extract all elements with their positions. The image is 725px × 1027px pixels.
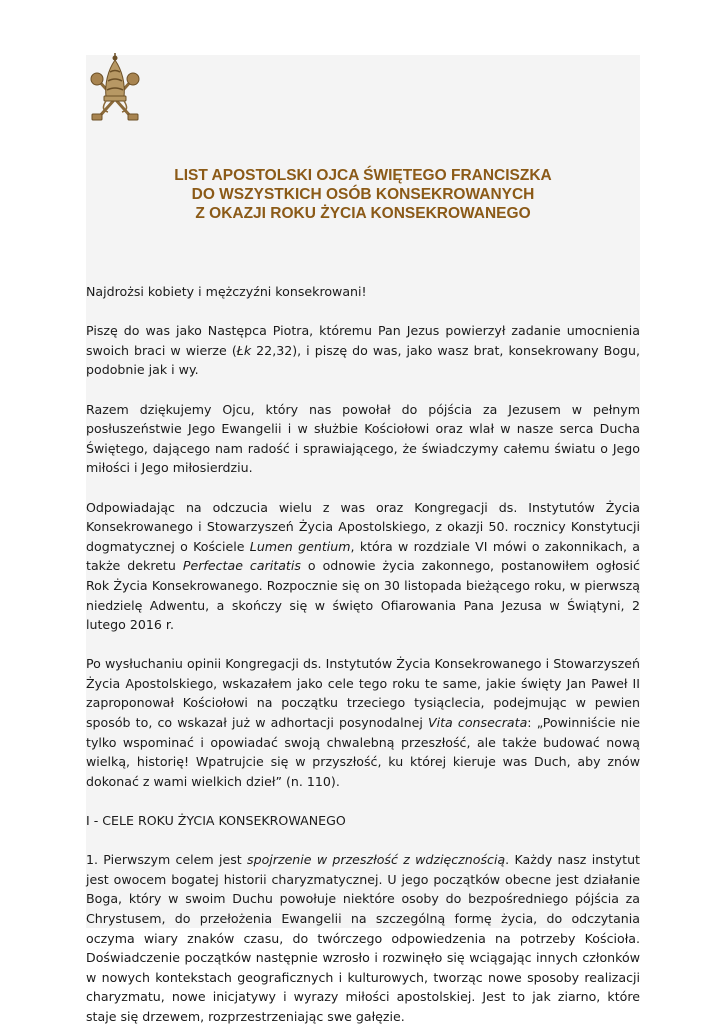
title-line-3: Z OKAZJI ROKU ŻYCIA KONSEKROWANEGO <box>195 205 531 222</box>
paragraph-2: Razem dziękujemy Ojcu, który nas powołał do pójścia za Jezusem w pełnym posłuszeństwie Jego Ewangelii i w służbie Kościołowi oraz wlał w nasze serca Ducha Świętego, dającego nam radość i sprawiającego, że świadczymy całemu światu o Jego miłości i Jego miłosierdziu. <box>86 401 640 476</box>
paragraph-3: Odpowiadając na odczucia wielu z was oraz Kongregacji ds. Instytutów Życia Konsekrowanego i Stowarzyszeń Życia Apostolskiego, z okazji 50. rocznicy Konstytucji dogmatycznej o Kościele Lumen gentium, która w rozdziale VI mówi o zakonnikach, a także dekretu Perfectae caritatis o odnowie życia zakonnego, postanowiłem ogłosić Rok Życia Konsekrowanego. Rozpocznie się on 30 listopada bieżącego roku, w pierwszą niedzielę Adwentu, a skończy się w święto Ofiarowania Pana Jezusa w Świątyni, 2 lutego 2016 r. <box>86 499 640 633</box>
letter-title <box>86 166 640 223</box>
title-line-2: DO WSZYSTKICH OSÓB KONSEKROWANYCH <box>191 186 535 203</box>
papal-coat-of-arms-icon <box>84 52 146 126</box>
paragraph-4: Po wysłuchaniu opinii Kongregacji ds. Instytutów Życia Konsekrowanego i Stowarzyszeń Życia Apostolskiego, wskazałem jako cele tego roku te same, jakie święty Jan Paweł II zaproponował Kościołowi na początku trzeciego tysiąclecia, podejmując w pewien sposób to, co wskazał już w adhortacji posynodalnej Vita consecrata: „Powinniście nie tylko wspominać i opowiadać swoją chwalebną przeszłość, ale także budować nową wielką, historię! Wpatrujcie się w przyszłość, ku której kieruje was Duch, aby znów dokonać z wami wielkich dzieł” (n. 110). <box>86 656 640 789</box>
title-line-1: LIST APOSTOLSKI OJCA ŚWIĘTEGO FRANCISZKA <box>174 167 552 184</box>
letter-body <box>86 282 640 1027</box>
paragraph-5: 1. Pierwszym celem jest spojrzenie w przeszłość z wdzięcznością. Każdy nasz instytut jest owocem bogatej historii charyzmatycznej. U jego początków obecne jest działanie Boga, który w swoim Duchu powołuje niektóre osoby do bezpośredniego pójścia za Chrystusem, do przełożenia Ewangelii na szczególną formę życia, do odczytania oczyma wiary znaków czasu, do twórczego odpowiedzenia na potrzeby Kościoła. Doświadczenie początków następnie wzrosło i rozwinęło się wciągając innych członków w nowych kontekstach geograficznych i kulturowych, tworząc nowe sposoby realizacji charyzmatu, nowe inicjatywy i wyrazy miłości apostolskiej. Jest to jak ziarno, które staje się drzewem, rozprzestrzeniając swe gałęzie. <box>86 852 640 1024</box>
section-heading: I - CELE ROKU ŻYCIA KONSEKROWANEGO <box>86 813 346 829</box>
paragraph-1: Piszę do was jako Następca Piotra, któremu Pan Jezus powierzył zadanie umocnienia swoich braci w wierze (Łk 22,32), i piszę do was, jako wasz brat, konsekrowany Bogu, podobnie jak i wy. <box>86 323 640 378</box>
greeting: Najdrożsi kobiety i mężczyźni konsekrowani! <box>86 284 367 299</box>
